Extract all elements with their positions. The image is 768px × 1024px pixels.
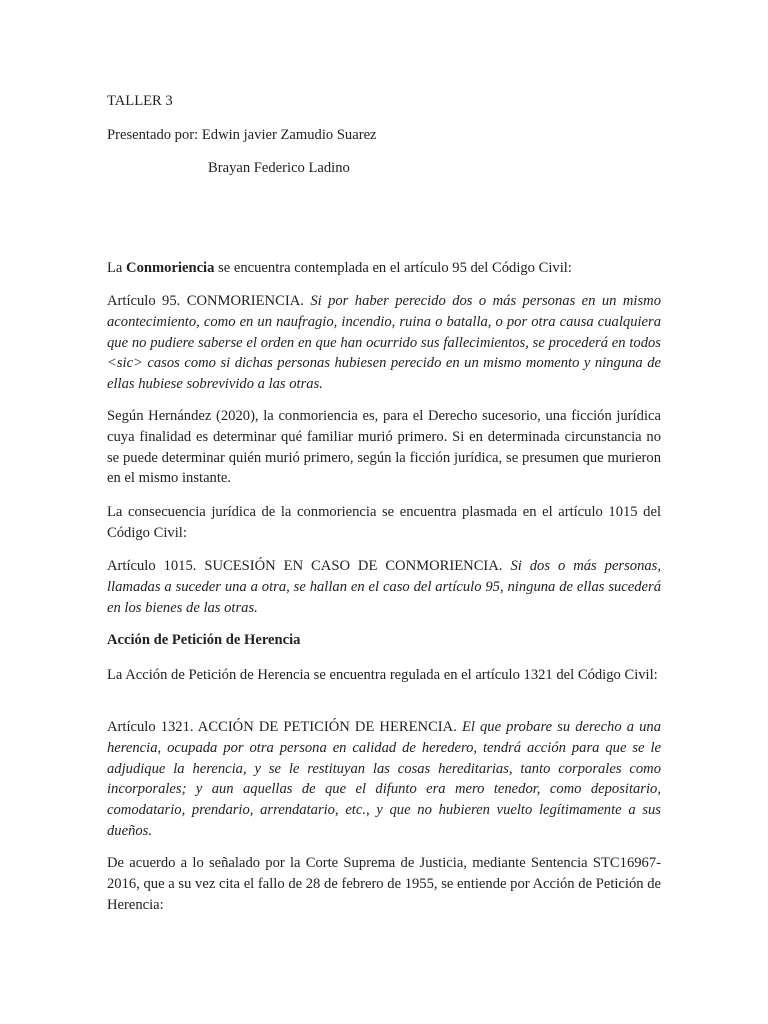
presented-by-label: Presentado por:: [107, 127, 199, 143]
article-text: Si dos o más personas, llamadas a suceder una a otra, se hallan en el caso del artículo 95, ninguna de ellas sucederá en los bienes de las otras.: [107, 558, 662, 616]
paragraph-corte-suprema: De acuerdo a lo señalado por la Corte Suprema de Justicia, mediante Sentencia STC16967-2016, que a su vez cita el fallo de 28 de febrero de 1955, se entiende por Acción de Petición de Herencia:: [107, 855, 661, 913]
paragraph-consecuencia: La consecuencia jurídica de la conmoriencia se encuentra plasmada en el artículo 1015 del Código Civil:: [107, 504, 661, 541]
article-1015-quote: [107, 556, 661, 618]
paragraph-hernandez: Según Hernández (2020), la conmoriencia es, para el Derecho sucesorio, una ficción jurídica cuya finalidad es determinar qué familiar murió primero. Si en determinada circunstancia no se puede determinar quién murió primero, según la ficción jurídica, se presumen que murieron en el mismo instante.: [107, 408, 661, 487]
article-heading: Artículo 1015. SUCESIÓN EN CASO DE CONMORIENCIA.: [107, 558, 511, 574]
author-name: Edwin javier Zamudio Suarez: [201, 127, 377, 143]
text-run: La: [107, 260, 127, 276]
section-heading: Acción de Petición de Herencia: [107, 632, 301, 648]
author-name: Brayan Federico Ladino: [208, 160, 350, 176]
presented-by-line: [107, 125, 377, 145]
text-run: se encuentra contemplada en el artículo 95 del Código Civil:: [214, 260, 572, 276]
article-heading: Artículo 1321. ACCIÓN DE PETICIÓN DE HERENCIA.: [107, 719, 462, 735]
article-heading: Artículo 95. CONMORIENCIA.: [107, 293, 311, 309]
document-title: TALLER 3: [107, 93, 173, 109]
bold-term: Conmoriencia: [126, 260, 215, 276]
document-page: [107, 0, 661, 1024]
article-95-quote: [107, 291, 661, 395]
article-text: El que probare su derecho a una herencia, ocupada por otra persona en calidad de heredero, tendrá acción para que se le adjudique la herencia, y se le restituyan las cosas hereditarias, tanto corporales como incorporales; y aun aquellas de que el difunto era mero tenedor, como depositario, comodatario, prendario, arrendatario, etc., y que no hubieren vuelto legítimamente a sus dueños.: [107, 719, 661, 839]
paragraph-peticion-intro: La Acción de Petición de Herencia se encuentra regulada en el artículo 1321 del Código Civil:: [107, 667, 658, 683]
article-text: Si por haber perecido dos o más personas en un mismo acontecimiento, como en un naufragio, incendio, ruina o batalla, o por otra causa cualquiera que no pudiere saberse el orden en que han ocurrido sus fallecimientos, se procederá en todos <sic> casos como si dichas personas hubiesen perecido en un mismo momento y ninguna de ellas hubiese sobrevivido a las otras.: [107, 293, 662, 393]
paragraph-conmoriencia-intro: [107, 258, 661, 279]
article-1321-quote: [107, 717, 661, 842]
